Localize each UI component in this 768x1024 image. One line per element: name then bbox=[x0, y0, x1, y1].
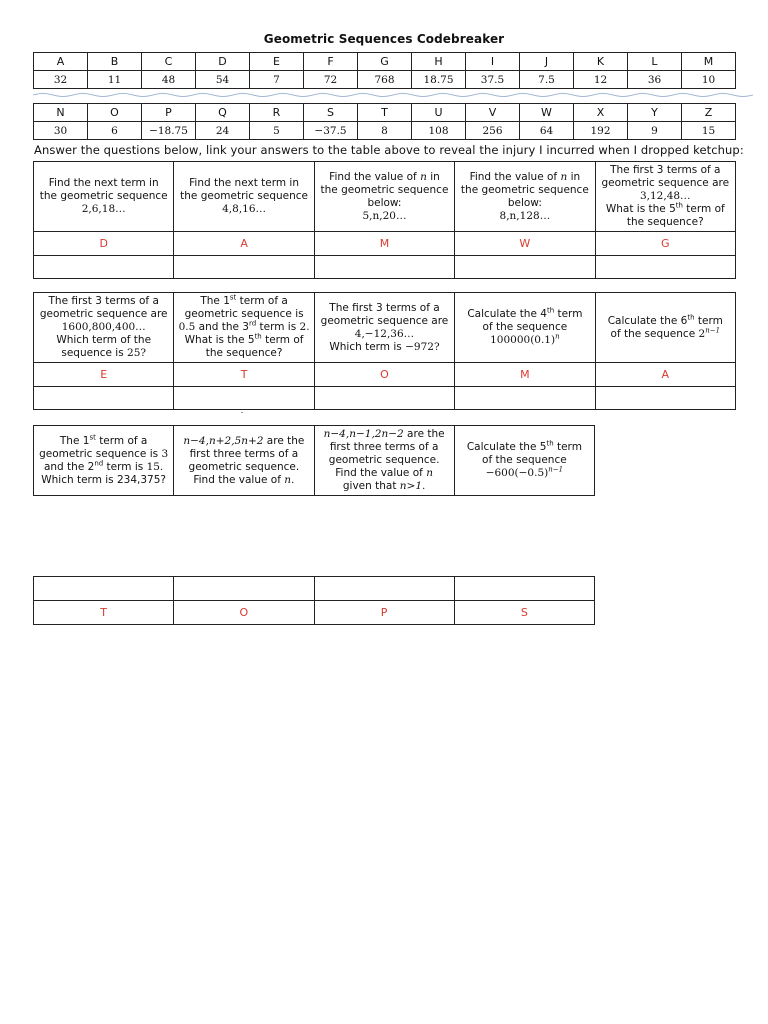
key-value: 24 bbox=[196, 122, 250, 140]
question-cell: Find the next term in the geometric sequence 4,8,16… bbox=[174, 162, 314, 232]
key-letter: K bbox=[574, 53, 628, 71]
question-cell: Calculate the 6th term of the sequence $2^{n-1}$ bbox=[595, 293, 735, 363]
answer-letter: P bbox=[314, 601, 454, 625]
stray-mark bbox=[241, 412, 243, 413]
answer-letter: A bbox=[595, 363, 735, 387]
key-value: 15 bbox=[682, 122, 736, 140]
question-cell: The first 3 terms of a geometric sequence are 1600,800,400… Which term of the sequence is 25? bbox=[34, 293, 174, 363]
answer-letter: E bbox=[34, 363, 174, 387]
key-value: 18.75 bbox=[412, 71, 466, 89]
answer-letter: T bbox=[174, 363, 314, 387]
key-letter: W bbox=[520, 104, 574, 122]
key-value: 36 bbox=[628, 71, 682, 89]
question-cell: The first 3 terms of a geometric sequence are 4,−12,36… Which term is −972? bbox=[314, 293, 454, 363]
key-letter: D bbox=[196, 53, 250, 71]
question-cell: Find the value of n in the geometric sequence below: 8,n,128… bbox=[455, 162, 595, 232]
key-table-a-m bbox=[33, 52, 736, 89]
blank-row bbox=[34, 577, 595, 601]
key-letter: P bbox=[142, 104, 196, 122]
key-letter: M bbox=[682, 53, 736, 71]
key-value: 6 bbox=[88, 122, 142, 140]
key-value: 8 bbox=[358, 122, 412, 140]
question-cell: n−4,n+2,5n+2 are the first three terms of a geometric sequence. Find the value of n. bbox=[174, 426, 314, 496]
key-letter: Q bbox=[196, 104, 250, 122]
key-value: −37.5 bbox=[304, 122, 358, 140]
key-value: 37.5 bbox=[466, 71, 520, 89]
key-value: 10 bbox=[682, 71, 736, 89]
blank-cell bbox=[174, 256, 314, 279]
instructions: Answer the questions below, link your answers to the table above to reveal the injury I incurred when I dropped ketchup: bbox=[34, 143, 744, 157]
key-value: 72 bbox=[304, 71, 358, 89]
question-cell: n−4,n−1,2n−2 are the first three terms of a geometric sequence. Find the value of n given that n>1. bbox=[314, 426, 454, 496]
key-value: 11 bbox=[88, 71, 142, 89]
blank-cell bbox=[314, 577, 454, 601]
question-cell: Find the value of n in the geometric sequence below: 5,n,20… bbox=[314, 162, 454, 232]
key-value: 32 bbox=[34, 71, 88, 89]
key-value: 12 bbox=[574, 71, 628, 89]
key-letter: V bbox=[466, 104, 520, 122]
key-letters-row bbox=[34, 104, 736, 122]
questions-row bbox=[34, 293, 736, 363]
answers-row bbox=[34, 363, 736, 387]
key-values-row bbox=[34, 122, 736, 140]
answers-row bbox=[34, 232, 736, 256]
answer-letter: M bbox=[455, 363, 595, 387]
page-title: Geometric Sequences Codebreaker bbox=[263, 32, 505, 46]
key-letter: O bbox=[88, 104, 142, 122]
key-letter: R bbox=[250, 104, 304, 122]
blank-cell bbox=[595, 256, 735, 279]
key-letter: B bbox=[88, 53, 142, 71]
key-value: 108 bbox=[412, 122, 466, 140]
question-cell: The first 3 terms of a geometric sequence are 3,12,48… What is the 5th term of the sequence? bbox=[595, 162, 735, 232]
blank-cell bbox=[595, 387, 735, 410]
key-value: 30 bbox=[34, 122, 88, 140]
key-letter: Z bbox=[682, 104, 736, 122]
blank-cell bbox=[174, 577, 314, 601]
key-letter: X bbox=[574, 104, 628, 122]
blank-row bbox=[34, 256, 736, 279]
answer-letter: M bbox=[314, 232, 454, 256]
key-table-n-z bbox=[33, 103, 736, 140]
blank-cell bbox=[34, 387, 174, 410]
key-letter: G bbox=[358, 53, 412, 71]
key-value: 48 bbox=[142, 71, 196, 89]
answer-grid-4 bbox=[33, 576, 595, 625]
question-grid-3 bbox=[33, 425, 595, 496]
key-letter: J bbox=[520, 53, 574, 71]
key-letter: E bbox=[250, 53, 304, 71]
answer-letter: G bbox=[595, 232, 735, 256]
questions-row bbox=[34, 426, 595, 496]
key-value: 7.5 bbox=[520, 71, 574, 89]
key-letter: A bbox=[34, 53, 88, 71]
key-letter: L bbox=[628, 53, 682, 71]
blank-cell bbox=[34, 256, 174, 279]
blank-cell bbox=[314, 256, 454, 279]
key-value: 256 bbox=[466, 122, 520, 140]
question-grid-2 bbox=[33, 292, 736, 410]
answers-row bbox=[34, 601, 595, 625]
key-value: −18.75 bbox=[142, 122, 196, 140]
blank-cell bbox=[455, 387, 595, 410]
answer-letter: A bbox=[174, 232, 314, 256]
key-letter: F bbox=[304, 53, 358, 71]
answer-letter: O bbox=[314, 363, 454, 387]
blank-cell bbox=[174, 387, 314, 410]
answer-letter: O bbox=[174, 601, 314, 625]
key-value: 5 bbox=[250, 122, 304, 140]
question-cell: The 1st term of a geometric sequence is 3 and the 2nd term is 15. Which term is 234,375? bbox=[34, 426, 174, 496]
question-cell: The 1st term of a geometric sequence is 0.5 and the 3rd term is 2. What is the 5th term of the sequence? bbox=[174, 293, 314, 363]
key-letter: Y bbox=[628, 104, 682, 122]
key-letter: N bbox=[34, 104, 88, 122]
key-value: 54 bbox=[196, 71, 250, 89]
key-values-row bbox=[34, 71, 736, 89]
blank-cell bbox=[34, 577, 174, 601]
key-letter: C bbox=[142, 53, 196, 71]
blank-cell bbox=[455, 256, 595, 279]
answer-letter: T bbox=[34, 601, 174, 625]
answer-letter: W bbox=[455, 232, 595, 256]
key-letter: I bbox=[466, 53, 520, 71]
questions-row bbox=[34, 162, 736, 232]
key-value: 192 bbox=[574, 122, 628, 140]
key-letter: U bbox=[412, 104, 466, 122]
key-value: 7 bbox=[250, 71, 304, 89]
question-cell: Find the next term in the geometric sequence 2,6,18… bbox=[34, 162, 174, 232]
answer-letter: D bbox=[34, 232, 174, 256]
blank-row bbox=[34, 387, 736, 410]
decorative-wavy-line bbox=[33, 92, 753, 98]
answer-letter: S bbox=[454, 601, 594, 625]
question-cell: Calculate the 5th term of the sequence $-600(-0.5)^{n-1}$ bbox=[454, 426, 594, 496]
key-value: 9 bbox=[628, 122, 682, 140]
key-letter: T bbox=[358, 104, 412, 122]
question-grid-1 bbox=[33, 161, 736, 279]
key-letter: H bbox=[412, 53, 466, 71]
key-letters-row bbox=[34, 53, 736, 71]
key-value: 64 bbox=[520, 122, 574, 140]
key-value: 768 bbox=[358, 71, 412, 89]
blank-cell bbox=[314, 387, 454, 410]
question-cell: Calculate the 4th term of the sequence $100000(0.1)^n$ bbox=[455, 293, 595, 363]
blank-cell bbox=[454, 577, 594, 601]
key-letter: S bbox=[304, 104, 358, 122]
